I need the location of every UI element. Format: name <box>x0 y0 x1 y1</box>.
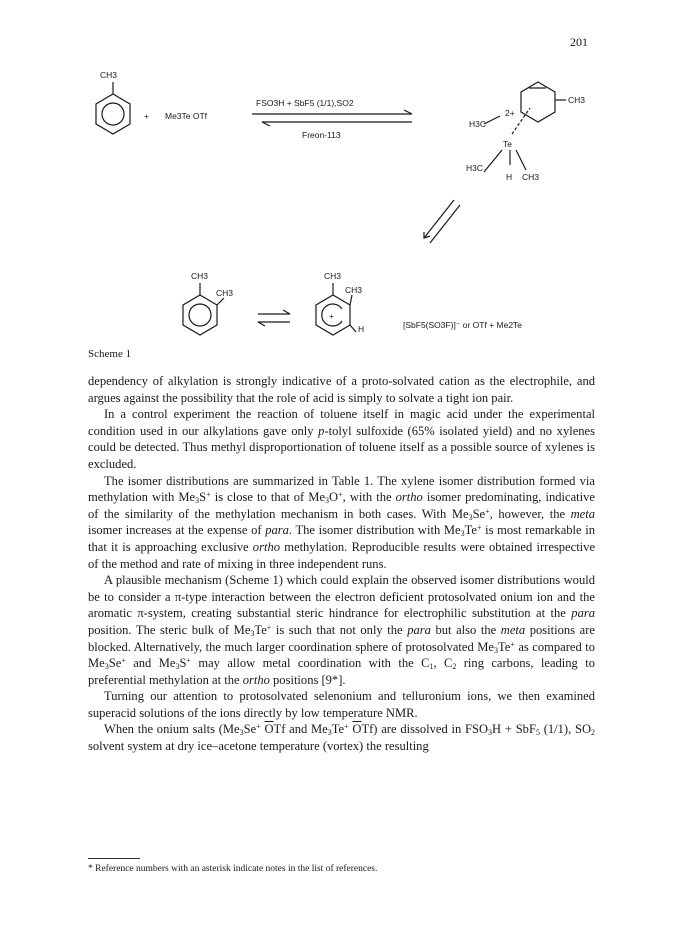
complex-ch3-right: CH3 <box>568 95 586 105</box>
footnote: * Reference numbers with an asterisk indicate notes in the list of references. <box>88 864 378 874</box>
paragraph-4: A plausible mechanism (Scheme 1) which could explain the observed isomer distributions would be to consider a π-type interaction between the electron deficient protosolvated onium ion and the aromatic π-system, creating substantial steric hindrance for electrophilic substitution at the para position. The steric bulk of $Me_3Te^+$ is such that not only the para but also the meta positions are blocked. Alternatively, the much larger coordination sphere of protosolvated $Me_3Te^+$ as compared to $Me_3Se^+$ and $Me_3S^+$ may allow metal coordination with the $C_1$, $C_2$ ring carbons, leading to preferential methylation at the ortho positions [9*]. <box>88 573 595 687</box>
toluene-ch3-label: CH3 <box>100 70 118 80</box>
tellurium-complex <box>484 82 566 172</box>
paragraph-6: When the onium salts ($Me_3Se^+$ $\overline{O}Tf$ and $Me_3Te^+$ $\overline{O}Tf$) are dissolved in $FSO_3H + SbF_5$ (1/1), $SO_2$ solvent system at dry ice–acetone temperature (vortex) the resulting <box>88 722 596 754</box>
sigma-ch3-a: CH3 <box>324 271 342 281</box>
xylene-ch3-b: CH3 <box>216 288 234 298</box>
paragraph-3: The isomer distributions are summarized in Table 1. The xylene isomer distribution formed via methylation with $Me_3S^+$ is close to that of $Me_3O^+$, with the ortho isomer predominating, indicative of the similarity of the methylation mechanism in both cases. With $Me_3Se^+$, however, the meta isomer increases at the expense of para. The isomer distribution with $Me_3Te^+$ is most remarkable in that it is approaching exclusive ortho methylation. Reproducible results were obtained irrespective of the method and rate of mixing in three independent runs. <box>88 473 596 571</box>
complex-ch3-bottom: CH3 <box>522 172 540 182</box>
xylene-ch3-a: CH3 <box>191 271 209 281</box>
complex-h3c-top: H3C <box>469 119 487 129</box>
sigma-ch3-b: CH3 <box>345 285 363 295</box>
plus-sign: + <box>144 111 149 121</box>
equilibrium-arrow <box>252 110 412 126</box>
complex-h3c-bottom: H3C <box>466 163 484 173</box>
equilibrium-harpoons <box>258 310 290 326</box>
paragraph-1: dependency of alkylation is strongly indicative of a proto-solvated cation as the electrophile, and argues against the possibility that the role of acid is simply to solvate a tight ion pair. <box>88 374 595 405</box>
sigma-plus: + <box>329 311 334 321</box>
sigma-h: H <box>358 324 365 334</box>
toluene-structure <box>96 70 130 134</box>
diagonal-arrow <box>424 200 460 243</box>
conditions-bottom: Freon-113 <box>302 130 341 140</box>
complex-h: H <box>506 172 513 182</box>
paragraph-2: In a control experiment the reaction of toluene itself in magic acid under the experimental condition used in our alkylations gave only p-tolyl sulfoxide (65% isolated yield) and no xylenes could be detected. Thus methyl disproportionation of toluene itself as a possible source of xylenes is excluded. <box>88 407 595 471</box>
scheme-caption: Scheme 1 <box>88 348 132 360</box>
reagent-label: Me3Te OTf <box>165 111 208 121</box>
complex-charge: 2+ <box>505 108 515 118</box>
byproducts-label: [SbF5(SO3F)]⁻ or OTf + Me2Te <box>403 320 523 330</box>
paragraph-5: Turning our attention to protosolvated selenonium and telluronium ions, we then examined superacid solutions of the ions directly by low temperature NMR. <box>88 689 595 720</box>
reaction-scheme <box>0 0 680 360</box>
footnote-rule <box>88 858 140 859</box>
page-number: 201 <box>570 35 588 49</box>
complex-te: Te <box>503 139 512 149</box>
conditions-top: FSO3H + SbF5 (1/1),SO2 <box>256 98 354 108</box>
body-text <box>88 373 595 755</box>
